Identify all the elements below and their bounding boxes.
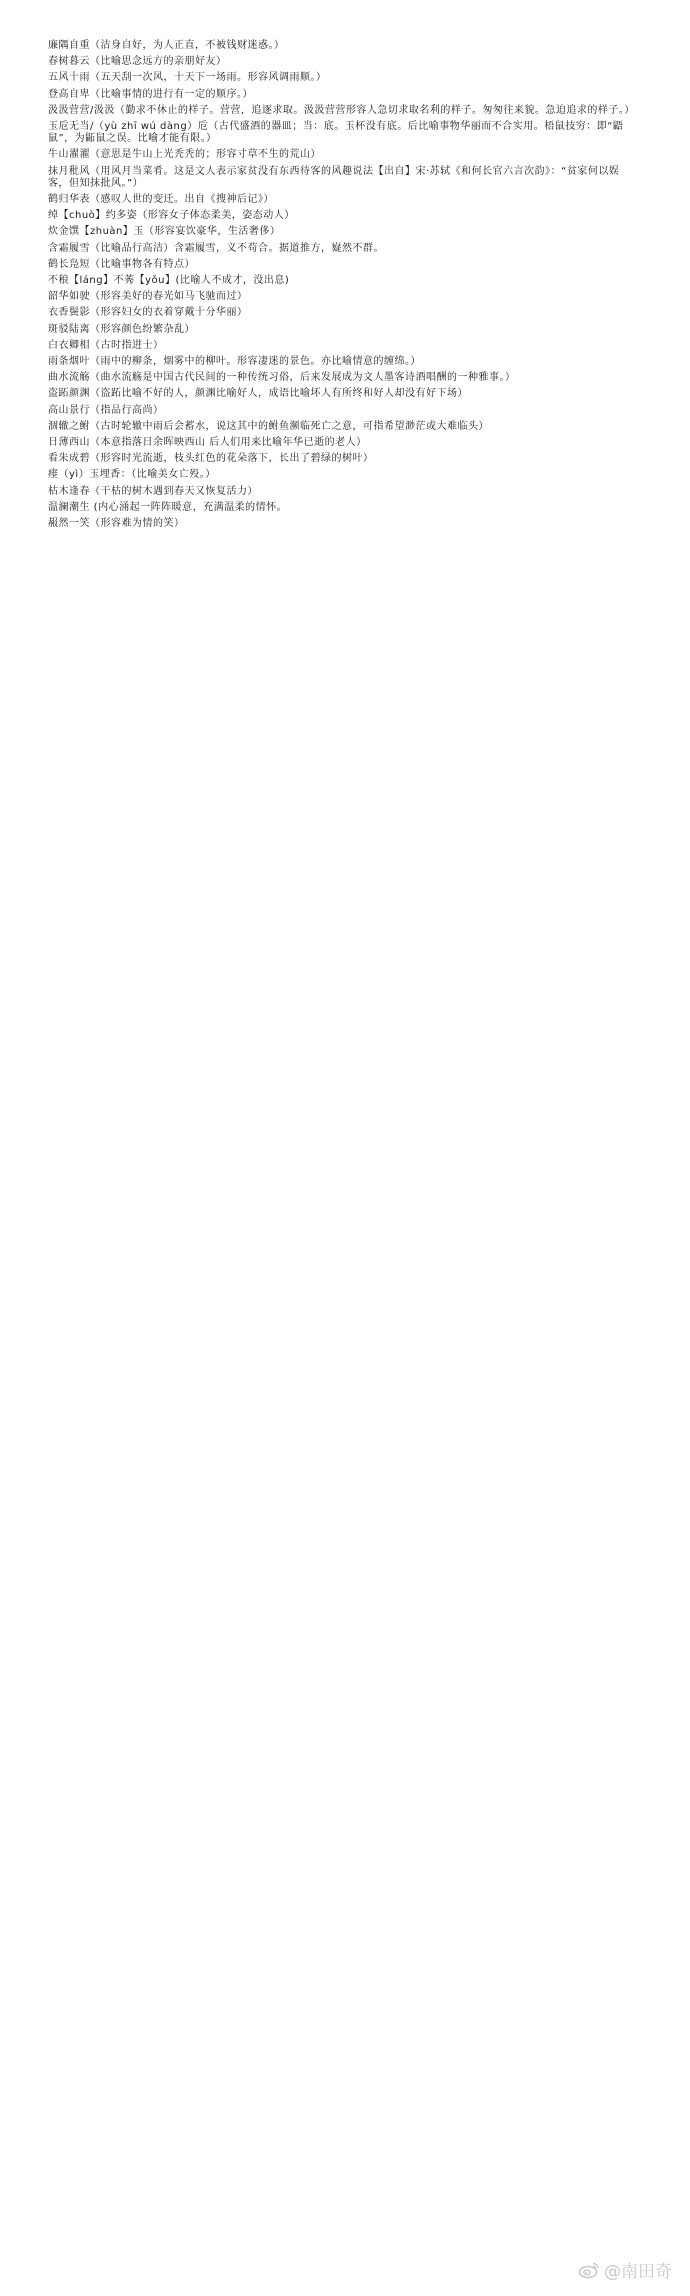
idiom-entry: 绰【chuò】约多姿（形容女子体态柔美，姿态动人） [48, 210, 295, 222]
weibo-icon [578, 2261, 600, 2279]
idiom-entry: 抹月秕风（用风月当菜肴。这是文人表示家贫没有东西待客的风趣说法【出自】宋·苏轼《和何长官六言次韵》：“贫家何以娱客，但知抹批风。”） [48, 165, 620, 189]
idiom-entry: 五风十雨（五天刮一次风，十天下一场雨。形容风调雨顺。） [48, 72, 327, 84]
idiom-entry: 汲汲营营/汲汲（勤求不休止的样子。营营，追逐求取。汲汲营营形容人急切求取名利的样子。匆匆往来貌。急迫追求的样子。） [48, 104, 635, 116]
idiom-entry: 韶华如驶（形容美好的春光如马飞驰而过） [48, 291, 248, 303]
idiom-entry: 枯木逢春（干枯的树木遇到春天又恢复活力） [48, 485, 258, 497]
idiom-entry: 盗跖颜渊（盗跖比喻不好的人，颜渊比喻好人，成语比喻坏人有所终和好人却没有好下场） [48, 388, 468, 400]
idiom-entry: 瘗（yì）玉埋香：（比喻美女亡殁。） [48, 469, 216, 481]
idiom-entry: 斑驳陆离（形容颜色纷繁杂乱） [48, 323, 195, 335]
idiom-entry: 鹤长凫短（比喻事物各有特点） [48, 258, 195, 270]
idiom-entry: 高山景行（指品行高尚） [48, 404, 164, 416]
watermark-text: @南田奇 [604, 2262, 672, 2282]
idiom-entry: 含霜履雪（比喻品行高洁）含霜履雪，义不苟合。据道推方，嶷然不群。 [48, 242, 384, 254]
idiom-entry: 衣香鬓影（形容妇女的衣着穿戴十分华丽） [48, 307, 248, 319]
idiom-entry: 日薄西山（本意指落日余晖映西山 后人们用来比喻年华已逝的老人） [48, 437, 367, 449]
idiom-entry: 涸辙之鲋（古时轮辙中雨后会蓄水，说这其中的鲋鱼濒临死亡之意，可指希望渺茫或大难临头） [48, 420, 489, 432]
idiom-entry: 看朱成碧（形容时光流逝，枝头红色的花朵落下，长出了碧绿的树叶） [48, 453, 374, 465]
weibo-watermark [578, 2257, 672, 2282]
idiom-entry: 登高自卑（比喻事情的进行有一定的顺序。） [48, 88, 253, 100]
idiom-entry: 雨条烟叶（雨中的柳条，烟雾中的柳叶。形容凄迷的景色。亦比喻情意的缠绵。） [48, 356, 421, 368]
idiom-entry: 不稂【láng】不莠【yǒu】(比喻人不成才，没出息) [48, 275, 290, 287]
idiom-entry: 白衣卿相（古时指进士） [48, 339, 164, 351]
idiom-entry: 曲水流觞（曲水流觞是中国古代民间的一种传统习俗，后来发展成为文人墨客诗酒唱酬的一种雅事。） [48, 372, 516, 384]
idiom-entry: 温澜潮生 (内心涌起一阵阵暖意，充满温柔的情怀。 [48, 501, 288, 513]
idiom-entry: 玉卮无当/（yù zhī wú dàng）卮（古代盛酒的器皿；当：底。玉杯没有底。后比喻事物华丽而不合实用。梧鼠技穷：即“鼯鼠”，为鼫鼠之误。比喻才能有限。） [48, 121, 624, 145]
entry-list [48, 40, 640, 530]
idiom-entry: 赧然一笑（形容难为情的笑） [48, 518, 185, 530]
idiom-entry: 鹤归华表（感叹人世的变迁。出自《搜神后记》） [48, 194, 274, 206]
idiom-entry: 廉隅自重（洁身自好，为人正直，不被钱财迷惑。） [48, 40, 285, 51]
idiom-entry: 春树暮云（比喻思念远方的亲朋好友） [48, 56, 227, 68]
idiom-entry: 牛山濯濯（意思是牛山上光秃秃的；形容寸草不生的荒山） [48, 149, 321, 161]
idiom-entry: 炊金馔【zhuàn】玉（形容宴饮豪华，生活奢侈） [48, 226, 281, 238]
